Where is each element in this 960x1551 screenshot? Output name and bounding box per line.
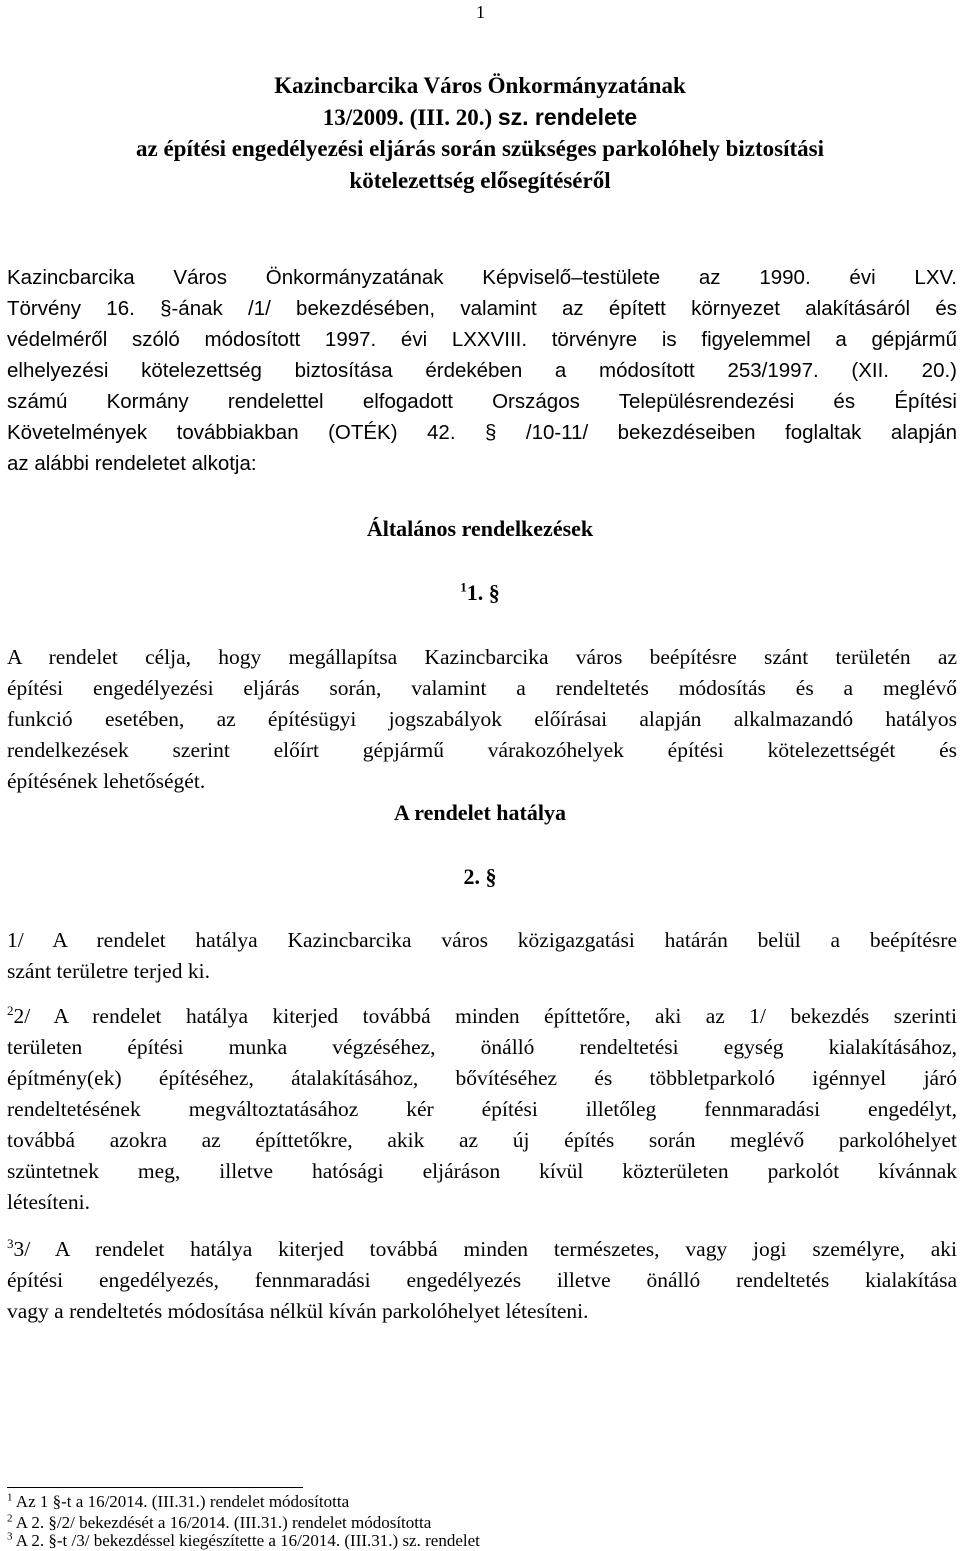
paragraph-line: területen építési munka végzéséhez, önálló rendeltetési egység kialakításához, (7, 1035, 957, 1059)
footnote-number: 3 (7, 1530, 13, 1543)
paragraph-line: vagy a rendeltetés módosítása nélkül kíván parkolóhelyet létesíteni. (7, 1299, 589, 1323)
preamble (7, 262, 957, 479)
section-number-2: 2. § (463, 864, 497, 889)
preamble-line: Kazincbarcika Város Önkormányzatának Képviselő–testülete az 1990. évi LXV. (7, 266, 957, 289)
title-rendelete: sz. rendelete (497, 104, 638, 130)
title-line-3: az építési engedélyezési eljárás során szükséges parkolóhely biztosítási (135, 136, 824, 161)
footnote-2 (7, 1513, 431, 1533)
paragraph-line: 1/ A rendelet hatálya Kazincbarcika város közigazgatási határán belül a beépítésre (7, 928, 957, 952)
section-heading-scope: A rendelet hatálya (394, 800, 566, 825)
footnote-text: A 2. §/2/ bekezdését a 16/2014. (III.31.) rendelet módosította (12, 1513, 432, 1532)
footnote-ref-2: 2 (7, 1002, 14, 1018)
paragraph-line (7, 1234, 957, 1265)
page-number: 1 (476, 2, 485, 22)
paragraph-line: rendeltetésének megváltoztatásához kér építési illetőleg fennmaradási engedélyt, (7, 1097, 957, 1121)
preamble-line: számú Kormány rendelettel elfogadott Országos Településrendezési és Építési (7, 390, 957, 413)
section-number-1 (0, 580, 960, 606)
title-line-1: Kazincbarcika Város Önkormányzatának (274, 73, 686, 98)
paragraph-line: szüntetnek meg, illetve hatósági eljáráson kívül közterületen parkolót kívánnak (7, 1159, 957, 1183)
preamble-line: elhelyezési kötelezettség biztosítása érdekében a módosított 253/1997. (XII. 20.) (7, 359, 957, 382)
paragraph-line-text: 3/ A rendelet hatálya kiterjed továbbá minden természetes, vagy jogi személyre, aki (13, 1237, 957, 1261)
paragraph-2-1 (7, 925, 957, 987)
paragraph-line: funkció esetében, az építésügyi jogszabályok előírásai alapján alkalmazandó hatályos (7, 707, 957, 731)
paragraph-line: rendelkezések szerint előírt gépjármű várakozóhelyek építési kötelezettségét és (7, 738, 957, 762)
paragraph-line: továbbá azokra az építtetőkre, akik az új építés során meglévő parkolóhelyet (7, 1128, 957, 1152)
footnote-number: 1 (7, 1491, 13, 1504)
footnote-text: A 2. §-t /3/ bekezdéssel kiegészítette a 16/2014. (III.31.) sz. rendelet (12, 1531, 480, 1550)
section-number-text: 1. § (466, 580, 500, 605)
paragraph-line: építésének lehetőségét. (7, 769, 206, 793)
paragraph-line: létesíteni. (7, 1190, 90, 1214)
section-heading-general: Általános rendelkezések (366, 516, 594, 541)
paragraph-line: építési engedélyezés, fennmaradási engedélyezés illetve önálló rendeltetés kialakítása (7, 1268, 957, 1292)
title-number: 13/2009. (III. 20.) (322, 105, 498, 130)
preamble-line: az alábbi rendeletet alkotja: (7, 452, 257, 475)
footnote-text: Az 1 §-t a 16/2014. (III.31.) rendelet módosította (12, 1492, 350, 1511)
footnote-3 (7, 1531, 480, 1551)
paragraph-line: építési engedélyezési eljárás során, valamint a rendeltetés módosítás és a meglévő (7, 676, 957, 700)
title-line-4: kötelezettség elősegítéséről (349, 168, 611, 193)
footnote-ref-3: 3 (7, 1235, 14, 1251)
preamble-line: védelméről szóló módosított 1997. évi LXXVIII. törvényre is figyelemmel a gépjármű (7, 328, 957, 351)
paragraph-1 (7, 642, 957, 797)
title-line-2 (0, 104, 960, 131)
paragraph-line-text: 2/ A rendelet hatálya kiterjed továbbá minden építtetőre, aki az 1/ bekezdés szerinti (13, 1004, 957, 1028)
paragraph-line (7, 1001, 957, 1032)
footnote-separator (7, 1487, 303, 1488)
paragraph-line: szánt területre terjed ki. (7, 959, 210, 983)
paragraph-line: A rendelet célja, hogy megállapítsa Kazincbarcika város beépítésre szánt területén az (7, 645, 957, 669)
preamble-line: Követelmények továbbiakban (OTÉK) 42. § /10-11/ bekezdéseiben foglaltak alapján (7, 421, 957, 444)
paragraph-2-3 (7, 1234, 957, 1327)
preamble-line: Törvény 16. §-ának /1/ bekezdésében, valamint az épített környezet alakításáról és (7, 297, 957, 320)
footnote-1 (7, 1492, 349, 1512)
paragraph-2-2 (7, 1001, 957, 1218)
paragraph-line: építmény(ek) építéséhez, átalakításához, bővítéséhez és többletparkoló igénnyel járó (7, 1066, 957, 1090)
footnote-ref-1: 1 (460, 579, 467, 595)
footnote-number: 2 (7, 1512, 13, 1525)
